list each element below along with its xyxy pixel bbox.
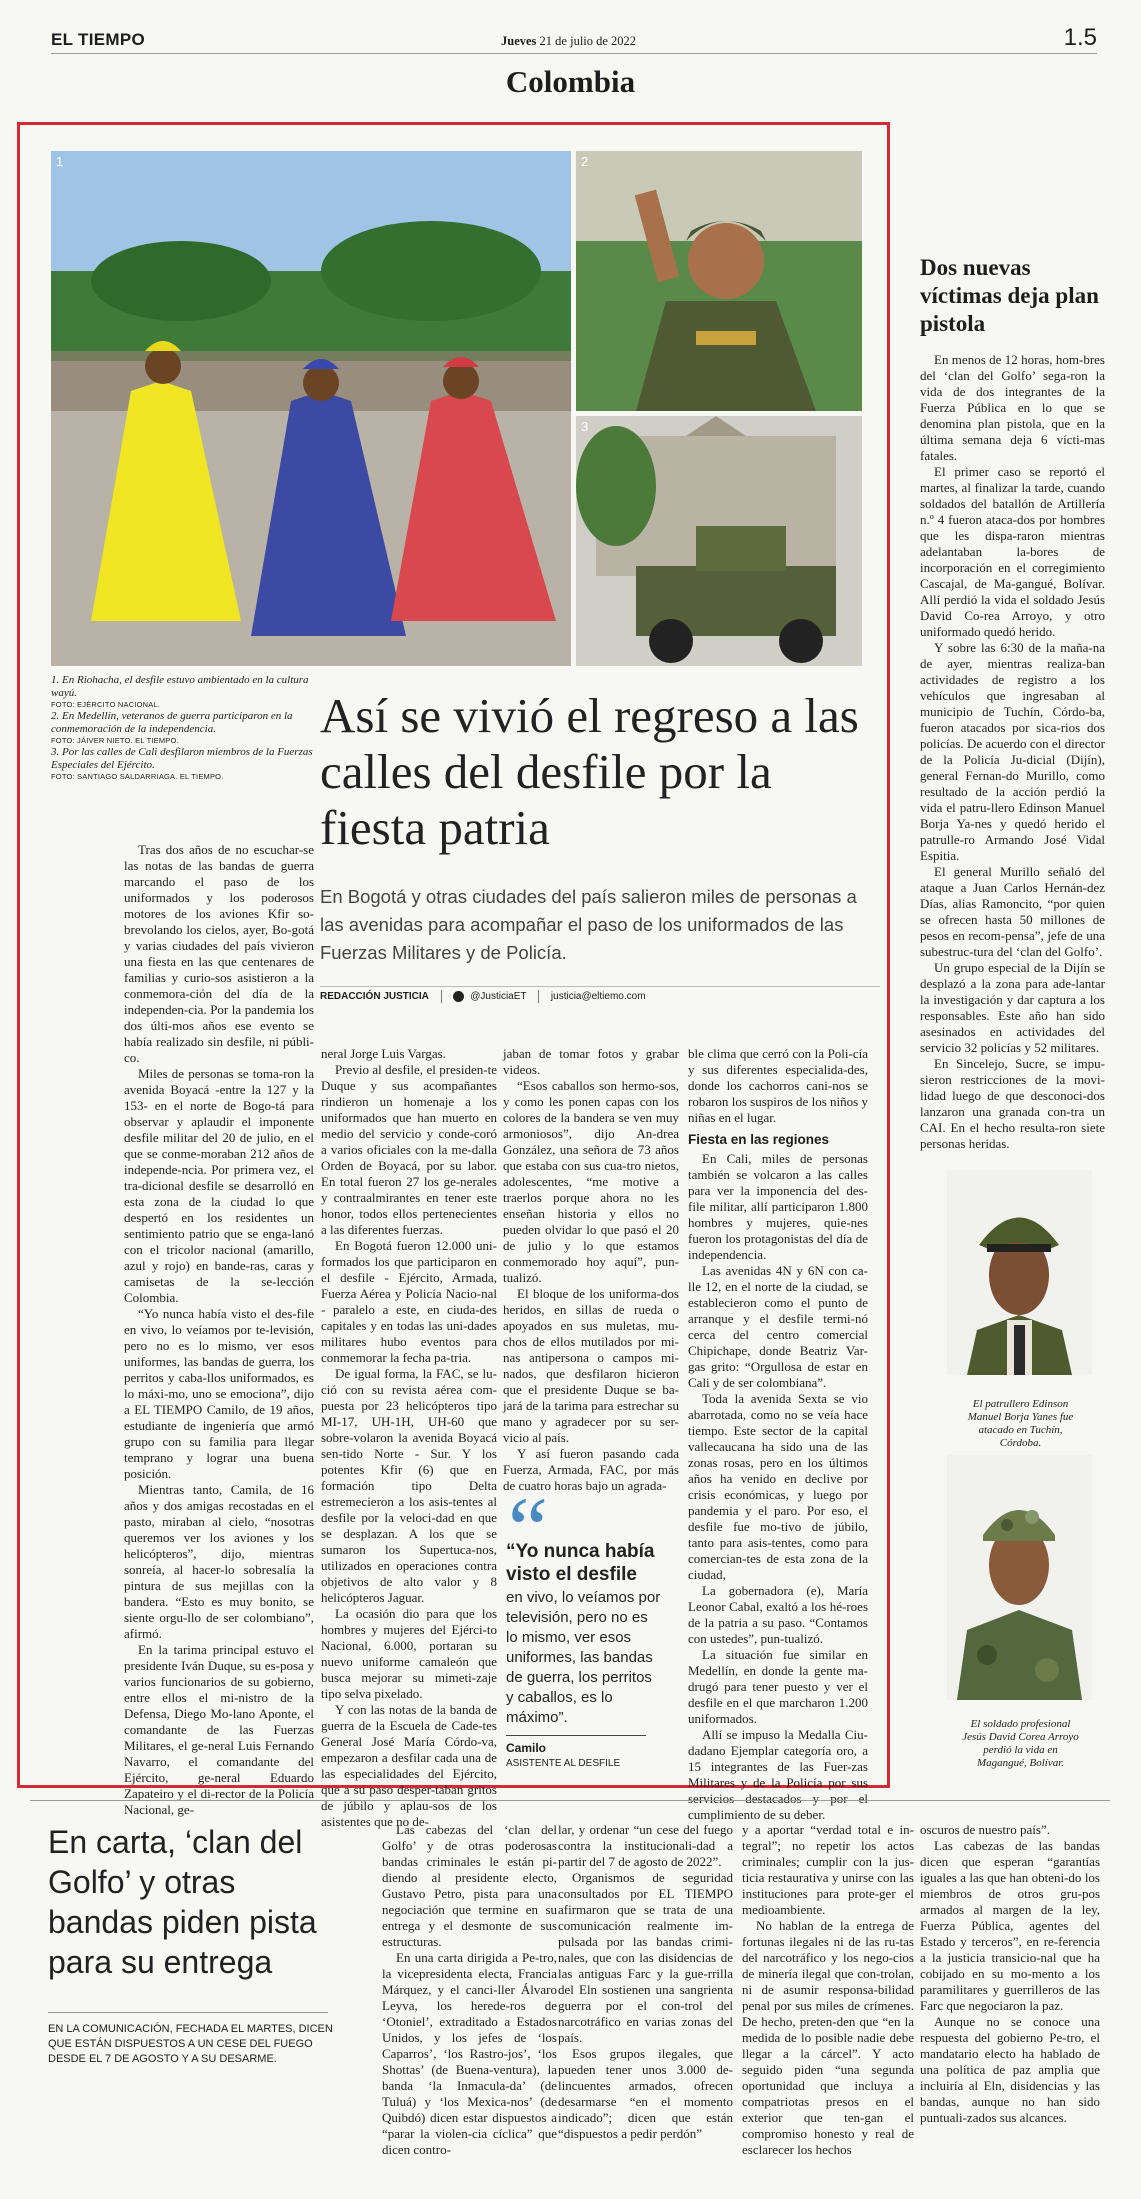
bottom-rule — [48, 2012, 328, 2013]
riohacha-photo-image — [51, 151, 571, 666]
patrullero-photo-image — [947, 1170, 1092, 1375]
paragraph: No hablan de la entrega de fortunas ilegales ni de las ru-tas del narcotráfico y los nego-cios de minería ilegal que con-trolan, ni de asumir responsa-bilidad penal por sus miles de crímenes. De hecho, preten-den que “en la medida de lo posible nadie debe llegar a la cárcel”. Y acto seguido piden “una segunda oportunidad que incluya a compatriotas presos en el exterior que ten-gan el compromiso honesto y real de esclarecer los hechos — [742, 1918, 914, 2157]
paragraph: Las avenidas 4N y 6N con ca-lle 12, en el norte de la ciudad, se establecieron como el punto de arranque y el desfile termi-nó cerca del centro comercial Chipichape, donde Beatriz Var-gas grito: “Orgullosa de estar en Cali y de ser colombiana”. — [688, 1263, 868, 1390]
bottom-summary: EN LA COMUNICACIÓN, FECHADA EL MARTES, DICEN QUE ESTÁN DISPUESTOS A UN CESE DEL FUEGO DESDE EL 7 DE AGOSTO Y A SU DESARME. — [48, 2023, 333, 2065]
paragraph: En la tarima principal estuvo el presidente Iván Duque, su es-posa y varios funcionarios de su gobierno, entre ellos el mi-nistro de la Defensa, Diego Mo-lano Aponte, el comandante de las Fuerzas Militares, el ge-neral Luis Fernando Navarro, el comandante del Ejército, ge-neral Eduardo Zapateiro y el di-rector de la Policía Nacional, ge- — [124, 1642, 314, 1817]
paragraph: Y con las notas de la banda de guerra de la Escuela de Cade-tes General José María Córdo-va, empezaron a desfilar cada una de las especialidades del Ejército, que a su paso desper-taban gritos de júbilo y aplau-sos de los asistentes que no de- — [321, 1702, 497, 1829]
photo-caption-1: 1. En Riohacha, el desfile estuvo ambientado en la cultura wayú. — [51, 674, 309, 699]
paragraph: “Esos caballos son hermo-sos, y como les ponen capas con los colores de la bandera se ven muy armoniosos”, dijo An-drea González, una señora de 73 años que estaba con sus cua-tro nietos, adolescentes, “me motive a traerlos porque ahora no les enseñan historia y ellos no pueden olvidar lo que pasó el 20 de julio y lo que estamos conmemorado hoy aquí”, pun-tualizó. — [503, 1078, 679, 1285]
paragraph: Y sobre las 6:30 de la maña-na de ayer, mientras realiza-ban actividades de registro a los vehículos que ingresaban al municipio de Tuchín, Córdo-ba, fueron atacados por sica-rios dos policías. De acuerdo con el director de la Policía Ju-dicial (Dijín), general Fernan-do Murillo, como resultado de la acción perdió la vida el patru-llero Edinson Manuel Borja Ya-nes y quedó herido el patrulle-ro Armando José Vidal Espitia. — [920, 640, 1105, 863]
subheading-regiones: Fiesta en las regiones — [688, 1132, 830, 1147]
page-number: 1.5 — [1063, 24, 1097, 51]
byline — [320, 990, 646, 1003]
paragraph: En Sincelejo, Sucre, se impu-sieron restricciones de la movi-lidad luego de que desconoci-dos lanzaron una granada con-tra un CAI. En el hecho resulta-ron siete personas heridas. — [920, 1056, 1105, 1151]
main-body-column-2 — [321, 1046, 497, 1830]
paragraph: Allí se impuso la Medalla Ciu-dadano Ejemplar categoría oro, a 15 integrantes de las Fuer-zas Militares y de la Policía por sus servicios destacados y por el cumplimiento de su deber. — [688, 1727, 868, 1822]
side-caption-2: El soldado profesional Jesús David Corea Arroyo perdió la vida en Magangué, Bolívar. — [962, 1718, 1079, 1769]
photo-number-1: 1 — [56, 154, 64, 169]
paragraph: En Cali, miles de personas también se volcaron a las calles para ver la imponencia del des-file militar, allí participaron 1.800 hombres y mujeres, quie-nes fueron los protagonistas del día de independencia. — [688, 1151, 868, 1262]
photo-credit-1: FOTO: EJÉRCITO NACIONAL. — [51, 700, 161, 709]
side-caption-1: El patrullero Edinson Manuel Borja Yanes fue atacado en Tuchín, Córdoba. — [967, 1398, 1074, 1449]
date-day: Jueves — [501, 34, 537, 48]
byline-email[interactable]: justicia@eltiemo.com — [550, 991, 646, 1003]
paragraph: Previo al desfile, el presiden-te Duque y sus acompañantes rindieron un homenaje a los uniformados que han muerto en medio del servicio y conde-coró a varios oficiales con la me-dalla Orden de Boyacá, por su labor. En total fueron 27 los ge-nerales y contraalmirantes en tener este honor, todos ellos pertenecientes a las diferentes fuerzas. — [321, 1062, 497, 1237]
paragraph: Toda la avenida Sexta se vio abarrotada, como no se veía hace tiempo. Este sector de la capital vallecaucana ha sido una de las zonas rosas, pero en los últimos años ha venido en declive por crisis económicas, y luego por pandemia y el paro. Por eso, el desfile fue mo-tivo de júbilo, tanto para asis-tentes, como para comercian-tes de esta zona de la ciudad, — [688, 1391, 868, 1582]
paper-name: EL TIEMPO — [51, 30, 146, 49]
byline-separator — [538, 990, 539, 1003]
bottom-body-column-1 — [382, 1822, 557, 2158]
paragraph: En una carta dirigida a Pe-tro, la vicepresidenta electa, Francia Márquez, y el canci-ller Álvaro Leyva, los herede-ros de ‘Otoniel’, extraditado a Estados Unidos, y los jefes de ‘los Caparros’, ‘los Rastro-jos’, ‘los Shottas’ (de Buena-ventura), la banda ‘la Inmacula-da’ (de Tuluá) y ‘los Mexica-nos’ (de Quibdó) dicen estar dispuestos a “parar la violen-cia cíclica” que dicen contro- — [382, 1950, 557, 2157]
photo-soldado — [947, 1455, 1092, 1700]
bottom-body-column-4 — [920, 1822, 1100, 2126]
bottom-body-column-3 — [742, 1822, 914, 2158]
quote-author: Camilo — [506, 1741, 547, 1755]
byline-separator — [441, 990, 442, 1003]
paragraph: De igual forma, la FAC, se lu-ció con su revista aérea com-puesta por 23 helicópteros tipo MI-17, UH-1H, UH-60 que sobre-volaron la avenida Boyacá sen-tido Norte - Sur. Y los potentes Kfir (6) que en formación tipo Delta estremecieron a los asis-tentes al desfile por la veloci-dad en que se desplazan. A los que se sumaron los Supertuca-nos, utilizados en operaciones contra objetivos de alto valor y 8 helicópteros Jaguar. — [321, 1366, 497, 1605]
byline-author: REDACCIÓN JUSTICIA — [320, 991, 429, 1003]
main-body-column-3 — [503, 1046, 679, 1494]
side-headline: Dos nuevas víctimas deja plan pistola — [920, 255, 1099, 336]
paragraph: jaban de tomar fotos y grabar videos. — [503, 1046, 679, 1077]
twitter-icon — [453, 991, 464, 1002]
main-body-column-4 — [688, 1046, 868, 1823]
photo-caption-3: 3. Por las calles de Cali desfilaron miembros de la Fuerzas Especiales del Ejército. — [51, 746, 313, 771]
paragraph: Mientras tanto, Camila, de 16 años y dos amigas recostadas en el pasto, miraban al cielo, “nosotras queremos ver los aviones y los helicópteros”, dijo, mientras sonreía, al hacer-lo sobresalía la pintura de sus mejillas con la bandera. “Esto es muy bonito, se siente orgu-llo de ser colombiano”, afirmó. — [124, 1482, 314, 1641]
photo-cali — [576, 416, 862, 666]
quote-rule — [506, 1735, 646, 1736]
photo-captions — [51, 674, 316, 782]
bottom-headline: En carta, ‘clan del Golfo’ y otras bandas piden pista para su entrega — [48, 1824, 317, 1980]
paragraph: En menos de 12 horas, hom-bres del ‘clan del Golfo’ sega-ron la vida de dos integrantes de la Fuerza Pública en lo que se denomina plan pistola, que en la última semana deja 6 vícti-mas fatales. — [920, 352, 1105, 463]
soldado-photo-image — [947, 1455, 1092, 1700]
byline-twitter[interactable]: @JusticiaET — [470, 991, 527, 1003]
paragraph: En Bogotá fueron 12.000 uni-formados los que participaron en el desfile - Ejército, Armada, Fuerza Aérea y Policía Nacio-nal - paralelo a este, en ciuda-des capitales y en todas las uni-dades militares hubo eventos para conmemorar la fecha pa-tria. — [321, 1238, 497, 1365]
paragraph: Tras dos años de no escuchar-se las notas de las bandas de guerra marcando el paso de los uniformados y los poderosos motores de los aviones Kfir so-brevolando los cielos, ayer, Bo-gotá y varias ciudades del país vivieron una fiesta en las que centenares de familias y curio-sos asistieron a la conmemora-ción del día de la independen-cia. Por la pandemia los dos últi-mos años ese evento se había realizado sin desfile, ni públi-co. — [124, 842, 314, 1065]
main-headline: Así se vivió el regreso a las calles del desfile por la fiesta patria — [320, 688, 859, 855]
masthead — [51, 24, 1097, 54]
photo-riohacha — [51, 151, 571, 666]
photo-number-2: 2 — [581, 154, 589, 169]
paragraph: ble clima que cerró con la Poli-cía y sus diferentes especialida-des, donde los cachorros cani-nos se robaron los suspiros de los niños y niñas en el lugar. — [688, 1046, 868, 1125]
paragraph: Las cabezas de las bandas dicen que esperan “garantías iguales a las que han obteni-do los miembros de otros gru-pos armados al margen de la ley, Fuerza Pública, agentes del Estado y terceros”, en re-ferencia a la justicia transicio-nal que ha cobijado en su mo-mento a los paramilitares y guerrilleros de las Farc que negociaron la paz. — [920, 1838, 1100, 2013]
paragraph: Las cabezas del ‘clan del Golfo’ y de otras poderosas bandas criminales le están pi-diendo al presidente electo, Gustavo Petro, pista para una negociación que termine en su entrega y el desmonte de sus estructuras. — [382, 1822, 557, 1949]
date-rest: 21 de julio de 2022 — [539, 34, 637, 48]
pull-quote-body: en vivo, lo veíamos por televisión, pero no es lo mismo, ver esos uniformes, las bandas de guerra, los perritos y caballos, es lo máximo”. — [506, 1589, 661, 1726]
quote-mark-icon: “ — [508, 1480, 548, 1579]
quote-author-role: ASISTENTE AL DESFILE — [506, 1758, 621, 1769]
paragraph: oscuros de nuestro país”. — [920, 1822, 1050, 1837]
photo-number-3: 3 — [581, 419, 589, 434]
paragraph: Aunque no se conoce una respuesta del gobierno Pe-tro, el mandatario electo ha hablado de una política de paz amplia que incluiría al Eln, disidencias y las bandas, aunque no han sido puntuali-zados sus alcances. — [920, 2014, 1100, 2125]
photo-patrullero — [947, 1170, 1092, 1375]
photo-caption-2: 2. En Medellín, veteranos de guerra participaron en la conmemoración de la independencia. — [51, 710, 293, 735]
bottom-body-column-2 — [558, 1822, 733, 2142]
paragraph: Miles de personas se toma-ron la avenida Boyacá -entre la 127 y la 153- en el norte de Bogo-tá para observar y aplaudir el imponente desfile militar del 20 de julio, en el que se conme-moraban 212 años de independe-ncia. Por primera vez, el tra-dicional desfile se desarrolló en esta zona de la ciudad lo que despertó en los residentes un sentimiento patrio que se enga-lanó con el tricolor nacional (amarillo, azul y rojo) en bande-ras, caras y camisetas de la se-lección Colombia. — [124, 1066, 314, 1305]
bottom-divider — [30, 1800, 1110, 1801]
paragraph: La ocasión dio para que los hombres y mujeres del Ejérci-to Nacional, 6.000, portaran su nuevo uniforme camaleón que busca mejorar su mimeti-zaje tipo selva pixelado. — [321, 1606, 497, 1701]
paragraph: La situación fue similar en Medellín, en donde la gente ma-drugó para tener puesto y ver el desfile en el que marcharon 1.200 uniformados. — [688, 1647, 868, 1726]
paragraph: neral Jorge Luis Vargas. — [321, 1046, 446, 1061]
side-body — [920, 352, 1105, 1152]
paragraph: El primer caso se reportó el martes, al finalizar la tarde, cuando soldados del batallón de Artillería n.º 4 fueron ataca-dos por hombres que les dispa-raron mientras adelantaban la-bores de incorporación en el corregimiento Cascajal, de Ma-gangué, Bolívar. Allí perdió la vida el soldado Jesús David Co-rea Arroyo, y otro uniformado quedó herido. — [920, 464, 1105, 639]
main-body-column-1 — [124, 842, 314, 1818]
photo-credit-2: FOTO: JÁIVER NIETO. EL TIEMPO. — [51, 736, 179, 745]
paragraph: Organismos de seguridad consultados por EL TIEMPO afirmaron que se trata de una comunicación realmente im-pulsada por las bandas crimi-nales, que con las disidencias de las antiguas Farc y la gue-rrilla del Eln sostienen una sangrienta guerra por el con-trol del narcotráfico en varias zonas del país. — [558, 1870, 733, 2045]
paragraph: El bloque de los uniforma-dos heridos, en sillas de rueda o apoyados en sus muletas, mu-chos de ellos mutilados por mi-nas antipersona o campos mi-nados, que desfilaron hicieron que el presidente Duque se ba-jará de la tarima para estrechar su mano y agradecer por su ser-vicio al país. — [503, 1286, 679, 1445]
photo-medellin — [576, 151, 862, 411]
cali-photo-image — [576, 416, 862, 666]
main-lede: En Bogotá y otras ciudades del país salieron miles de personas a las avenidas para acompañar el paso de los uniformados de las Fuerzas Militares y de Policía. — [320, 886, 857, 963]
paragraph: La gobernadora (e), María Leonor Cabal, exaltó a los hé-roes de la patria a su paso. “Contamos con ustedes”, pun-tualizó. — [688, 1583, 868, 1646]
date-line — [501, 34, 636, 49]
quote-attribution — [506, 1741, 620, 1769]
paragraph: “Yo nunca había visto el des-file en vivo, lo veíamos por te-levisión, pero no es lo mismo, ver esos uniformes, las bandas de guerra, los perritos y caba-llos uniformados, es lo máxi-mo, uno se emociona”, dijo a EL TIEMPO Camilo, de 19 años, estudiante de ingeniería que armó grupo con su familia para llegar temprano y lograr una buena posición. — [124, 1306, 314, 1481]
section-title: Colombia — [505, 64, 636, 99]
pull-quote-lead: “Yo nunca había visto el desfile — [506, 1541, 655, 1585]
paragraph: Un grupo especial de la Dijín se desplazó a la zona para ade-lantar la investigación y dar captura a los responsables. Este año han sido asesinados en actividades del servicio 32 policías y 52 militares. — [920, 960, 1105, 1055]
paragraph: y a aportar “verdad total e in-tegral”; no repetir los actos criminales; cumplir con la jus-ticia restaurativa y unirse con las instituciones para prote-ger el medioambiente. — [742, 1822, 914, 1917]
paragraph: El general Murillo señaló del ataque a Juan Carlos Hernán-dez Días, alias Ramoncito, “por quien se ofrecen hasta 50 millones de pesos en recom-pensa”, jefe de una subestruc-tura del ‘clan del Golfo’. — [920, 864, 1105, 959]
pull-quote — [506, 1540, 661, 1728]
paragraph: Y así fueron pasando cada Fuerza, Armada, FAC, por más de cuatro horas bajo un agrada- — [503, 1446, 679, 1493]
paragraph: lar, y ordenar “un cese del fuego contra la institucionali-dad a partir del 7 de agosto de 2022”. — [558, 1822, 733, 1869]
byline-rule — [320, 986, 880, 987]
paragraph: Esos grupos ilegales, que pueden tener unos 3.000 de-lincuentes armados, ofrecen desarmarse “en el momento indicado”; dicen que están “dispuestos a pedir perdón” — [558, 2046, 733, 2141]
photo-credit-3: FOTO: SANTIAGO SALDARRIAGA. EL TIEMPO. — [51, 772, 224, 781]
medellin-photo-image — [576, 151, 862, 411]
